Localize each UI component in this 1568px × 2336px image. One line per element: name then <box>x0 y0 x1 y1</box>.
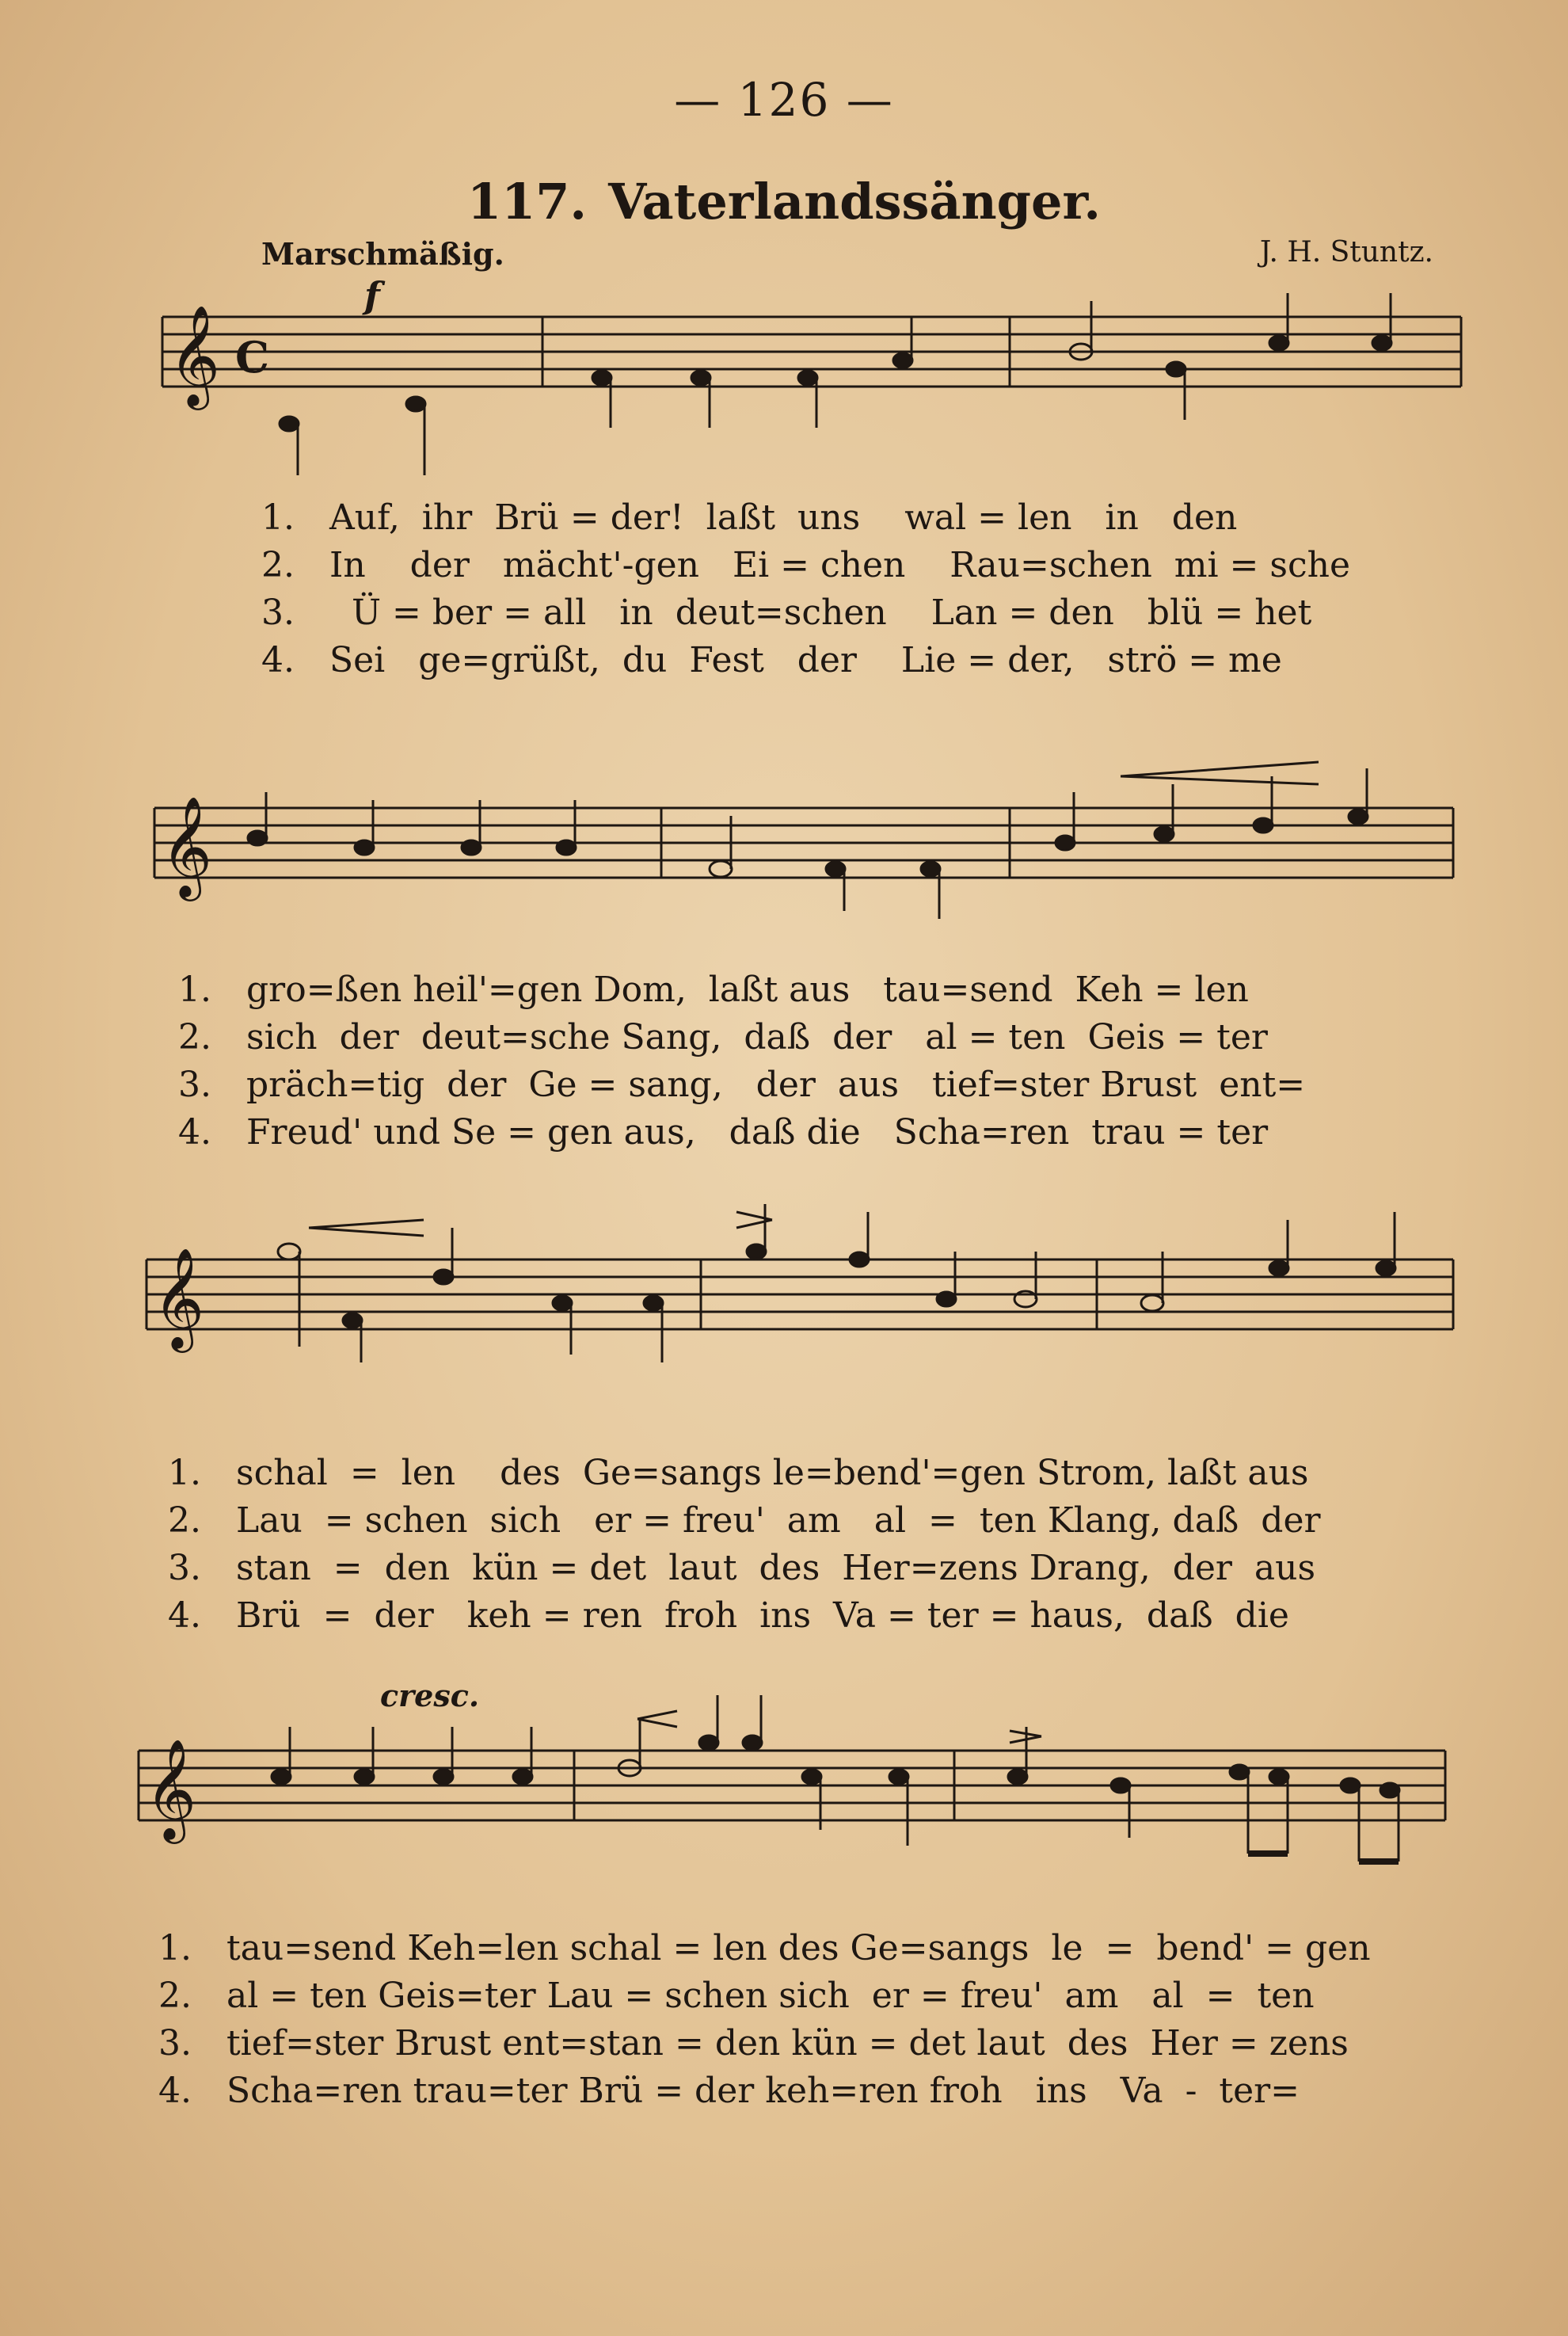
dynamic-crescendo: cresc. <box>380 1678 480 1713</box>
lyric-line: 2. In der mächt'-gen Ei = chen Rau=schen mi = sche <box>261 545 1350 585</box>
lyric-line: 3. präch=tig der Ge = sang, der aus tief=ster Brust ent= <box>178 1065 1306 1105</box>
lyric-line: 1. Auf, ihr Brü = der! laßt uns wal = len in den <box>261 497 1238 538</box>
page-number: — 126 — <box>674 73 894 127</box>
tempo-marking: Marschmäßig. <box>261 236 504 272</box>
song-number: 117. <box>466 173 587 231</box>
song-title: Vaterlandssänger. <box>608 173 1102 231</box>
treble-clef-icon: 𝄞 <box>161 795 213 897</box>
music-staff-4 <box>139 1695 1453 1893</box>
song-header <box>0 173 1568 231</box>
lyric-line: 4. Freud' und Se = gen aus, daß die Scha=ren trau = ter <box>178 1112 1269 1153</box>
lyric-line: 4. Sei ge=grüßt, du Fest der Lie = der, strö = me <box>261 640 1282 680</box>
lyric-line: 3. stan = den kün = det laut des Her=zens Drang, der aus <box>168 1548 1316 1588</box>
lyric-line: 1. tau=send Keh=len schal = len des Ge=sangs le = bend' = gen <box>158 1928 1371 1968</box>
treble-clef-icon: 𝄞 <box>153 1247 205 1348</box>
lyric-line: 3. Ü = ber = all in deut=schen Lan = den blü = het <box>261 593 1312 633</box>
lyric-line: 3. tief=ster Brust ent=stan = den kün = det laut des Her = zens <box>158 2023 1349 2064</box>
lyric-line: 4. Brü = der keh = ren froh ins Va = ter = haus, daß die <box>168 1595 1289 1636</box>
music-staff-3 <box>147 1204 1461 1410</box>
lyric-line: 2. Lau = schen sich er = freu' am al = ten Klang, daß der <box>168 1500 1321 1541</box>
common-time-icon: C <box>235 332 269 383</box>
dynamic-forte: f <box>364 274 380 317</box>
lyric-line: 2. al = ten Geis=ter Lau = schen sich er = freu' am al = ten <box>158 1976 1315 2016</box>
lyric-line: 4. Scha=ren trau=ter Brü = der keh=ren froh ins Va - ter= <box>158 2071 1300 2111</box>
lyric-line: 1. schal = len des Ge=sangs le=bend'=gen Strom, laßt aus <box>168 1453 1309 1493</box>
treble-clef-icon: 𝄞 <box>169 304 221 406</box>
music-staff-1 <box>162 301 1469 483</box>
music-staff-2 <box>154 753 1461 951</box>
lyric-line: 1. gro=ßen heil'=gen Dom, laßt aus tau=send Keh = len <box>178 970 1249 1010</box>
lyric-line: 2. sich der deut=sche Sang, daß der al = ten Geis = ter <box>178 1017 1268 1057</box>
composer-name: J. H. Stuntz. <box>1259 236 1433 269</box>
treble-clef-icon: 𝄞 <box>145 1738 197 1839</box>
